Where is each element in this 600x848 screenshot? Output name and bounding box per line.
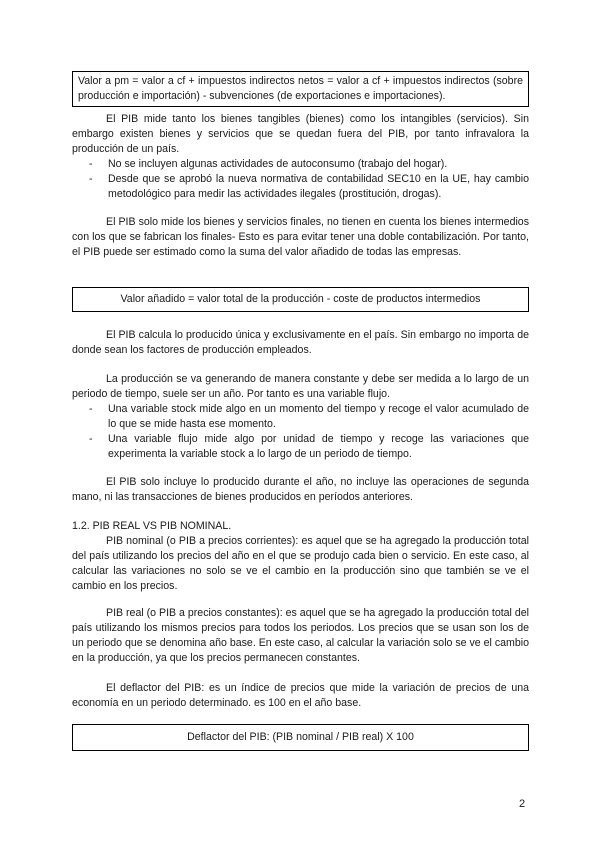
paragraph-pais: El PIB calcula lo producido única y exclusivamente en el país. Sin embargo no importa de donde sean los factores de producción empleados.	[72, 329, 529, 356]
list-item: - Una variable flujo mide algo por unidad de tiempo y recoge las variaciones que experimenta la variable stock a lo largo de un periodo de tiempo.	[89, 433, 529, 460]
formula-box-valor-pm	[72, 71, 529, 107]
paragraph-flujo: La producción se va generando de manera constante y debe ser medida a lo largo de un periodo de tiempo, suele ser un año. Por tanto es una variable flujo.	[72, 373, 529, 400]
list-item: - No se incluyen algunas actividades de autoconsumo (trabajo del hogar).	[89, 158, 448, 170]
paragraph-finales: El PIB solo mide los bienes y servicios finales, no tienen en cuenta los bienes intermedios con los que se fabrican los finales- Esto es para evitar tener una doble contabilización. Por tanto, el PIB puede ser estimado como la suma del valor añadido de todas las empresas.	[72, 216, 529, 258]
paragraph-deflactor: El deflactor del PIB: es un índice de precios que mide la variación de precios de una economía en un periodo determinado. es 100 en el año base.	[72, 682, 529, 709]
section-heading: 1.2. PIB REAL VS PIB NOMINAL.	[72, 520, 232, 532]
paragraph-real: PIB real (o PIB a precios constantes): es aquel que se ha agregado la producción total del país utilizando los mismos precios para todos los periodos. Los precios que se usan son los de un periodo que se denomina año base. En este caso, al calcular la variación solo se ve el cambio en la producción, ya que los precios permanecen constantes.	[72, 607, 529, 664]
excluded-list	[72, 157, 529, 202]
paragraph-nominal: PIB nominal (o PIB a precios corrientes): es aquel que se ha agregado la producción total del país utilizando los precios del año en el que se produjo cada bien o servicio. En este caso, al calcular las variaciones no solo se ve el cambio en la producción sino que también se ve el cambio en los precios.	[72, 535, 529, 592]
section-finales	[72, 215, 529, 260]
section-pais	[72, 328, 529, 358]
variables-list	[72, 402, 529, 462]
list-item: - Una variable stock mide algo en un momento del tiempo y recoge el valor acumulado de lo que se mide hasta ese momento.	[89, 403, 529, 430]
formula-box-valor-anadido	[72, 287, 529, 312]
formula-valor-anadido: Valor añadido = valor total de la producción - coste de productos intermedios	[120, 293, 481, 305]
formula-deflactor: Deflactor del PIB: (PIB nominal / PIB real) X 100	[187, 731, 414, 743]
section-pib-real-nominal	[72, 519, 529, 594]
formula-valor-pm: Valor a pm = valor a cf + impuestos indirectos netos = valor a cf + impuestos indirectos (sobre producción e importación) - subvenciones (de exportaciones e importaciones).	[78, 75, 523, 102]
formula-box-deflactor	[72, 724, 529, 751]
section-intangibles	[72, 112, 529, 202]
section-flujo	[72, 372, 529, 462]
paragraph-ano: El PIB solo incluye lo producido durante el año, no incluye las operaciones de segunda mano, ni las transacciones de bienes producidos en períodos anteriores.	[72, 476, 529, 503]
section-deflactor	[72, 681, 529, 711]
section-real	[72, 606, 529, 666]
list-item: - Desde que se aprobó la nueva normativa de contabilidad SEC10 en la UE, hay cambio metodológico para medir las actividades ilegales (prostitución, drogas).	[89, 173, 529, 200]
paragraph-intangibles: El PIB mide tanto los bienes tangibles (bienes) como los intangibles (servicios). Sin embargo existen bienes y servicios que se quedan fuera del PIB, por tanto infravalora la producción de un país.	[72, 113, 529, 155]
page-number: 2	[519, 798, 526, 810]
section-ano	[72, 475, 529, 505]
